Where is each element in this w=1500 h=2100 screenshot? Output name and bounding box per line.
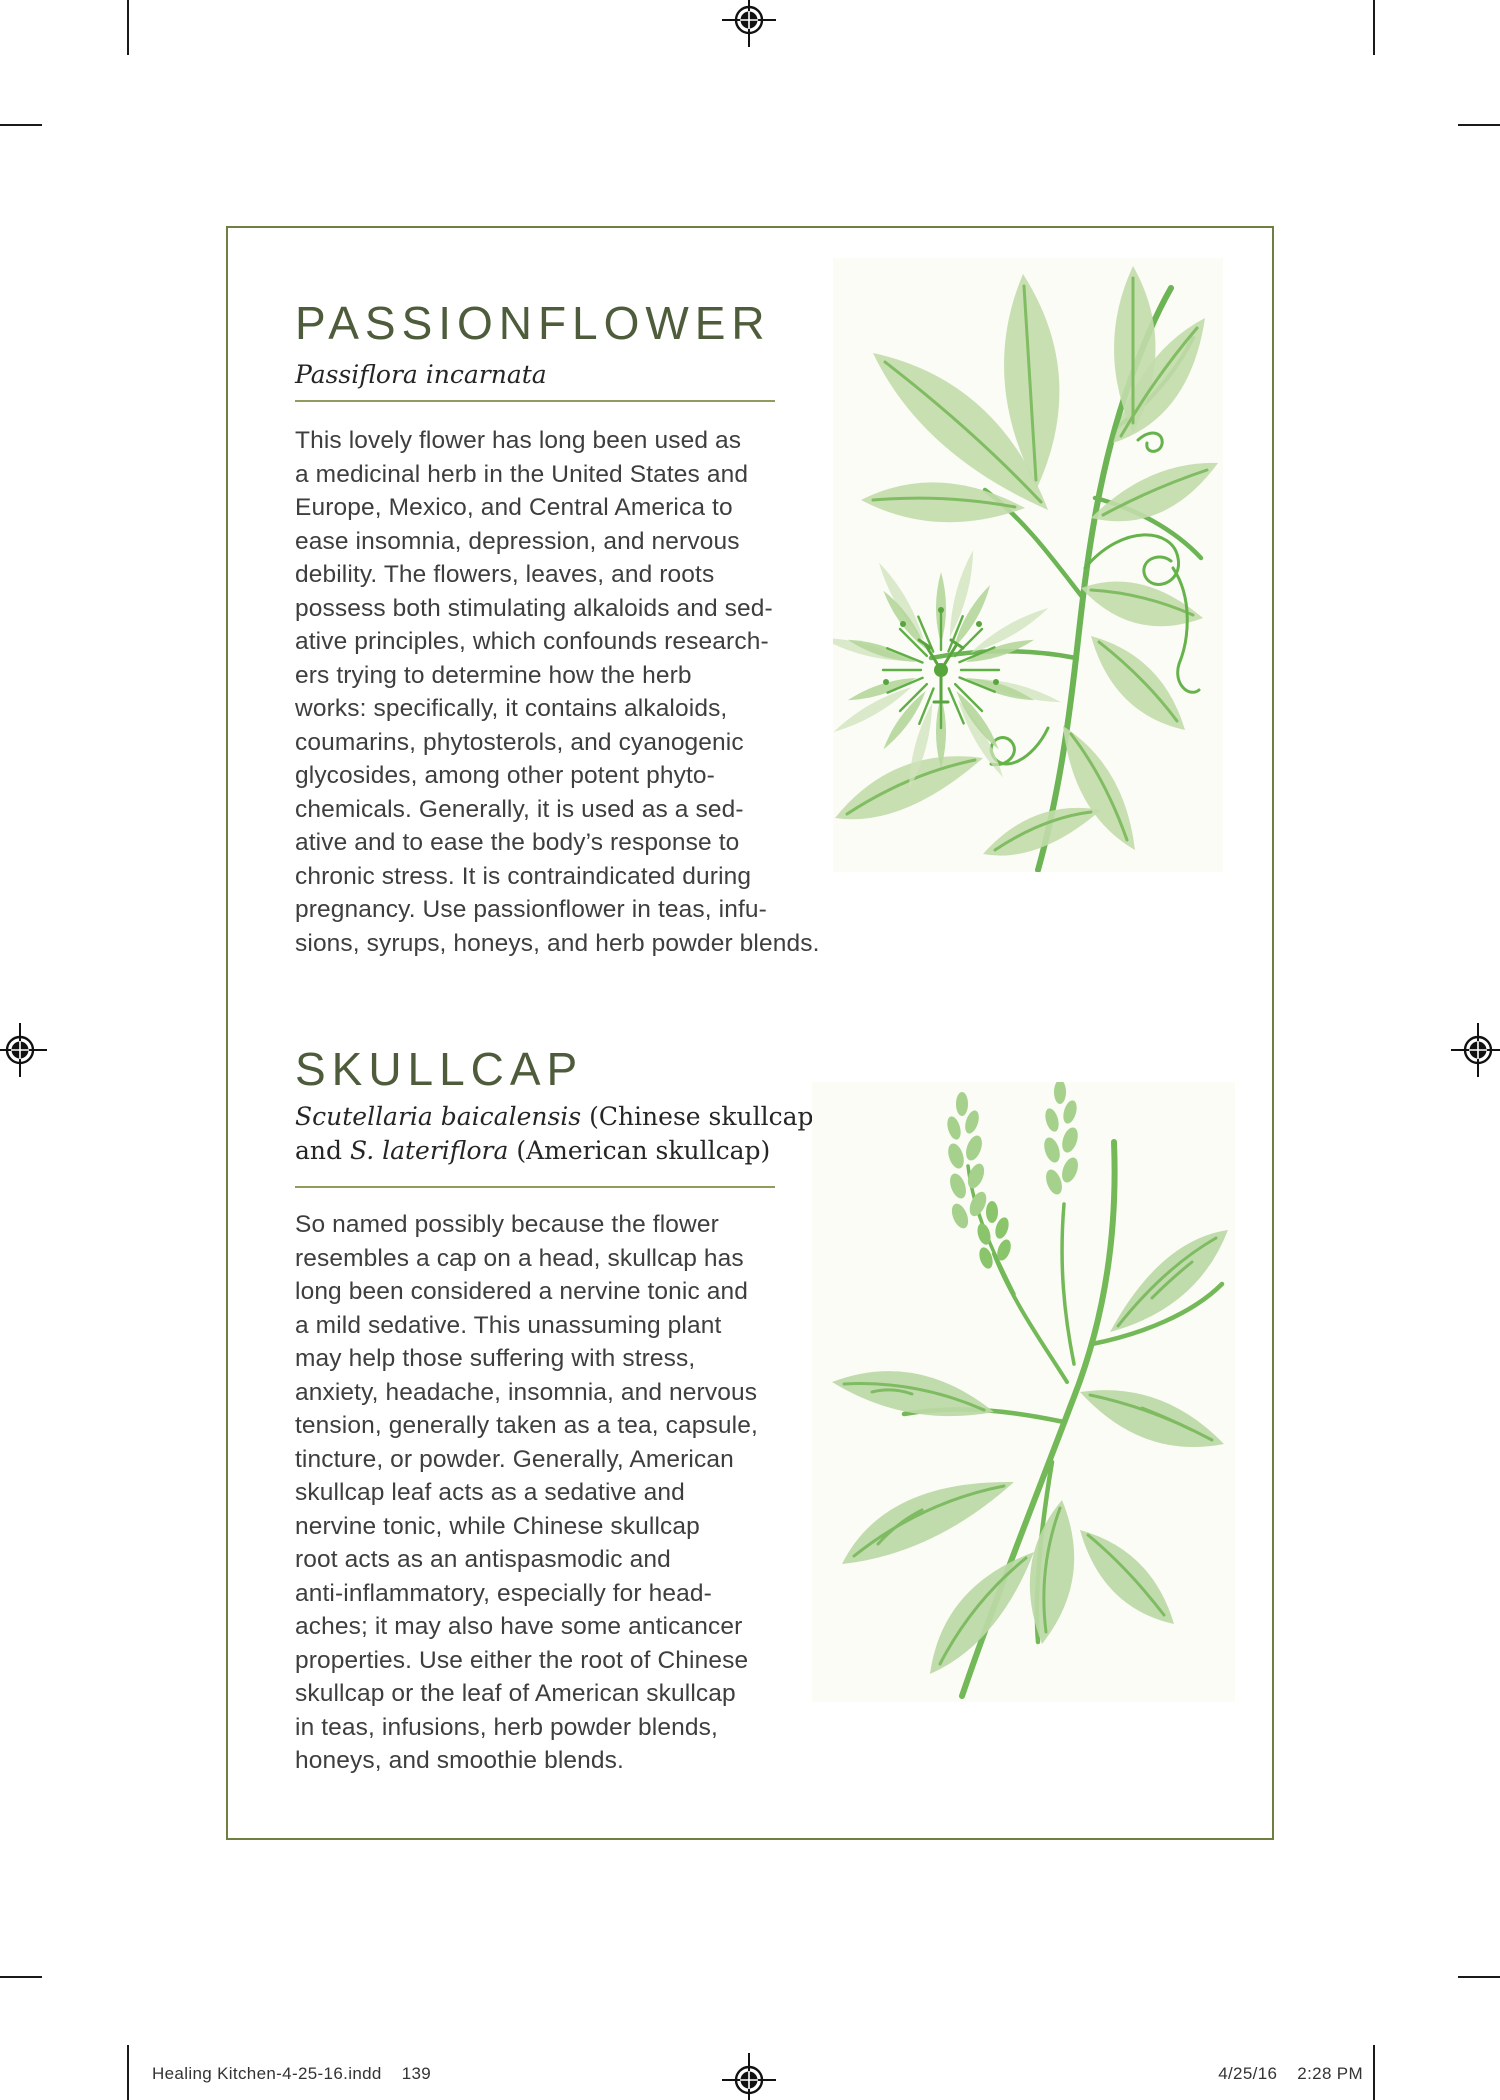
body-text-line: tincture, or powder. Generally, American	[295, 1445, 734, 1473]
registration-mark-icon	[0, 1022, 48, 1078]
crop-mark	[1458, 124, 1500, 126]
latin-name-text: Scutellaria baicalensis	[295, 1102, 582, 1131]
entry-title-passionflower: PASSIONFLOWER	[295, 297, 771, 349]
document-filename: Healing Kitchen-4-25-16.indd	[152, 2064, 382, 2083]
body-text-line: Europe, Mexico, and Central America to	[295, 494, 733, 521]
section-divider	[295, 1186, 775, 1188]
body-text-line: properties. Use either the root of Chinese	[295, 1646, 749, 1674]
body-text-line: resembles a cap on a head, skullcap has	[295, 1244, 744, 1272]
crop-mark	[1373, 0, 1375, 55]
body-text-line: ative principles, which confounds research-	[295, 628, 769, 655]
skullcap-illustration	[812, 1082, 1235, 1702]
body-text-line: possess both stimulating alkaloids and sed-	[295, 594, 773, 622]
body-text-line: a medicinal herb in the United States and	[295, 460, 749, 488]
body-text-line: This lovely flower has long been used as	[295, 427, 742, 454]
print-time: 2:28 PM	[1297, 2064, 1363, 2083]
body-text-line: aches; it may also have some anticancer	[295, 1613, 743, 1640]
conjunction-text: and	[295, 1136, 350, 1165]
body-text-line: ers trying to determine how the herb	[295, 661, 692, 689]
body-text-line: chronic stress. It is contraindicated during	[295, 862, 752, 890]
body-text-line: sions, syrups, honeys, and herb powder blends.	[295, 929, 820, 957]
body-text-line: anti-inflammatory, especially for head-	[295, 1579, 712, 1607]
registration-mark-icon	[721, 0, 777, 48]
crop-mark	[0, 1976, 42, 1978]
body-text-line: glycosides, among other potent phyto-	[295, 762, 715, 789]
body-text-line: ative and to ease the body’s response to	[295, 829, 740, 856]
latin-name-text: S. lateriflora	[349, 1136, 509, 1165]
page-number: 139	[401, 2064, 432, 2083]
crop-mark	[1373, 2045, 1375, 2100]
entry-skullcap	[295, 1043, 584, 1095]
entry-passionflower	[295, 297, 771, 349]
body-text-line: honeys, and smoothie blends.	[295, 1747, 624, 1774]
entry-title-skullcap: SKULLCAP	[295, 1043, 584, 1095]
body-text-line: anxiety, headache, insomnia, and nervous	[295, 1378, 758, 1406]
registration-mark-icon	[1450, 1022, 1500, 1078]
section-divider	[295, 400, 775, 402]
crop-mark	[127, 0, 129, 55]
passionflower-illustration	[833, 258, 1223, 872]
body-text-line: tension, generally taken as a tea, capsule,	[295, 1412, 758, 1439]
body-text-line: in teas, infusions, herb powder blends,	[295, 1713, 718, 1741]
body-text-line: long been considered a nervine tonic and	[295, 1278, 749, 1305]
common-name-text: (American skullcap)	[508, 1136, 771, 1165]
footer-slug-left	[152, 2064, 431, 2084]
crop-mark	[0, 124, 42, 126]
entry-body-skullcap	[295, 1208, 758, 1778]
entry-body-passionflower	[295, 424, 820, 960]
body-text-line: coumarins, phytosterols, and cyanogenic	[295, 728, 744, 756]
body-text-line: ease insomnia, depression, and nervous	[295, 527, 740, 555]
body-text-line: skullcap or the leaf of American skullcap	[295, 1680, 736, 1707]
footer-slug-right	[1218, 2064, 1363, 2084]
crop-mark	[127, 2045, 129, 2100]
latin-name-skullcap	[295, 1100, 823, 1168]
registration-mark-icon	[721, 2052, 777, 2100]
latin-name-passionflower	[295, 358, 547, 392]
body-text-line: So named possibly because the flower	[295, 1211, 719, 1238]
body-text-line: may help those suffering with stress,	[295, 1345, 696, 1372]
body-text-line: chemicals. Generally, it is used as a sed-	[295, 795, 744, 823]
body-text-line: a mild sedative. This unassuming plant	[295, 1311, 722, 1339]
latin-name-text: Passiflora incarnata	[295, 360, 547, 389]
latin-line	[295, 1134, 823, 1168]
body-text-line: nervine tonic, while Chinese skullcap	[295, 1512, 700, 1540]
body-text-line: works: specifically, it contains alkaloids,	[295, 695, 728, 722]
latin-line	[295, 1100, 823, 1134]
body-text-line: skullcap leaf acts as a sedative and	[295, 1479, 685, 1506]
common-name-text: (Chinese skullcap)	[581, 1102, 824, 1131]
body-text-line: debility. The flowers, leaves, and roots	[295, 561, 715, 588]
body-text-line: pregnancy. Use passionflower in teas, infu-	[295, 896, 767, 923]
crop-mark	[1458, 1976, 1500, 1978]
print-date: 4/25/16	[1218, 2064, 1278, 2083]
body-text-line: root acts as an antispasmodic and	[295, 1546, 671, 1573]
